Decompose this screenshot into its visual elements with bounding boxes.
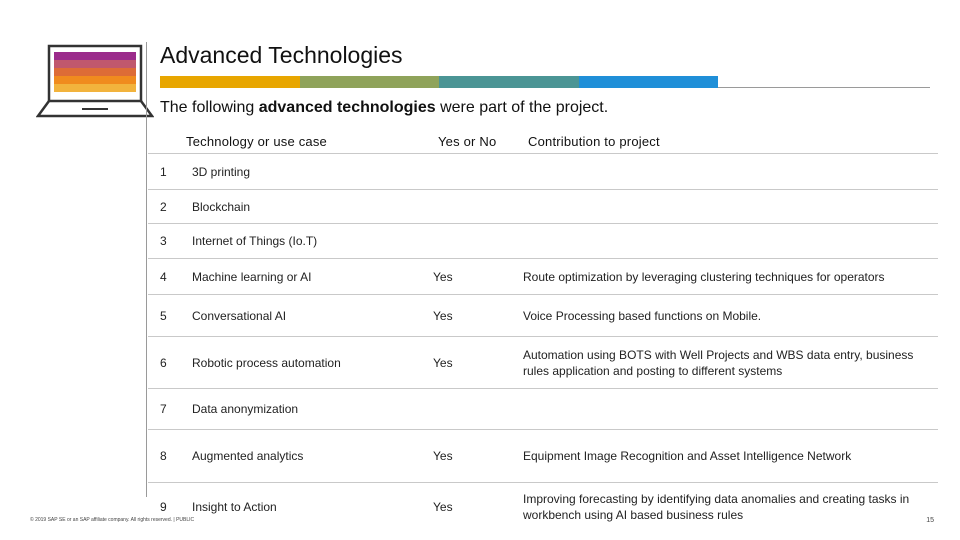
accent-segment-1 <box>160 76 300 88</box>
row-technology: Conversational AI <box>192 308 287 323</box>
table-row <box>148 388 938 429</box>
intro-suffix: were part of the project. <box>435 99 609 116</box>
laptop-stripe <box>54 76 136 84</box>
accent-segment-3 <box>439 76 579 88</box>
table-row <box>148 189 938 223</box>
row-contribution: Voice Processing based functions on Mobile. <box>523 308 762 323</box>
table-row <box>148 223 938 258</box>
row-number: 6 <box>160 355 167 370</box>
page-title: Advanced Technologies <box>160 42 403 68</box>
laptop-stripe <box>54 52 136 60</box>
table-row <box>148 482 938 531</box>
title-accent-bar <box>160 76 718 88</box>
table-row <box>148 153 938 189</box>
header-technology: Technology or use case <box>186 134 327 149</box>
row-technology: Robotic process automation <box>192 355 341 370</box>
row-contribution: Automation using BOTS with Well Projects and WBS data entry, business rules application and posting to different systems <box>523 347 914 378</box>
row-number: 9 <box>160 500 167 514</box>
row-yes-no: Yes <box>433 308 453 323</box>
title-rule <box>718 87 930 88</box>
row-number: 8 <box>160 449 167 463</box>
row-number: 3 <box>160 234 167 248</box>
row-technology: Blockchain <box>192 199 251 214</box>
table-row <box>148 294 938 336</box>
page-number: 15 <box>926 517 934 524</box>
row-technology: Data anonymization <box>192 402 299 416</box>
laptop-stripe <box>54 84 136 92</box>
row-contribution: Improving forecasting by identifying data anomalies and creating tasks in workbench using AI based business rules <box>523 492 910 522</box>
vertical-divider <box>146 42 147 497</box>
header-yes-or-no: Yes or No <box>438 134 497 149</box>
row-number: 2 <box>160 199 167 214</box>
header-contribution: Contribution to project <box>528 134 660 149</box>
intro-prefix: The following <box>160 99 259 116</box>
technology-table <box>148 153 938 531</box>
table-row <box>148 258 938 294</box>
table-row <box>148 336 938 388</box>
copyright-footer: © 2019 SAP SE or an SAP affiliate company. All rights reserved. | PUBLIC <box>30 517 195 523</box>
row-technology: Internet of Things (Io.T) <box>192 234 318 248</box>
row-technology: 3D printing <box>192 164 251 179</box>
laptop-stripe <box>54 68 136 76</box>
row-yes-no: Yes <box>433 500 453 514</box>
row-yes-no: Yes <box>433 355 453 370</box>
row-contribution: Route optimization by leveraging clustering techniques for operators <box>523 269 885 284</box>
row-number: 1 <box>160 164 167 179</box>
table-row <box>148 429 938 482</box>
row-technology: Augmented analytics <box>192 449 304 463</box>
row-yes-no: Yes <box>433 269 453 284</box>
accent-segment-2 <box>300 76 440 88</box>
accent-segment-4 <box>579 76 719 88</box>
row-technology: Insight to Action <box>192 500 277 514</box>
row-number: 7 <box>160 402 167 416</box>
laptop-screen-stripes <box>54 52 136 92</box>
row-technology: Machine learning or AI <box>192 269 312 284</box>
row-contribution: Equipment Image Recognition and Asset Intelligence Network <box>523 449 852 463</box>
laptop-icon <box>36 44 154 122</box>
intro-text <box>160 99 608 117</box>
row-yes-no: Yes <box>433 449 453 463</box>
row-number: 5 <box>160 308 167 323</box>
intro-bold: advanced technologies <box>258 99 436 116</box>
laptop-stripe <box>54 60 136 68</box>
row-number: 4 <box>160 269 167 284</box>
